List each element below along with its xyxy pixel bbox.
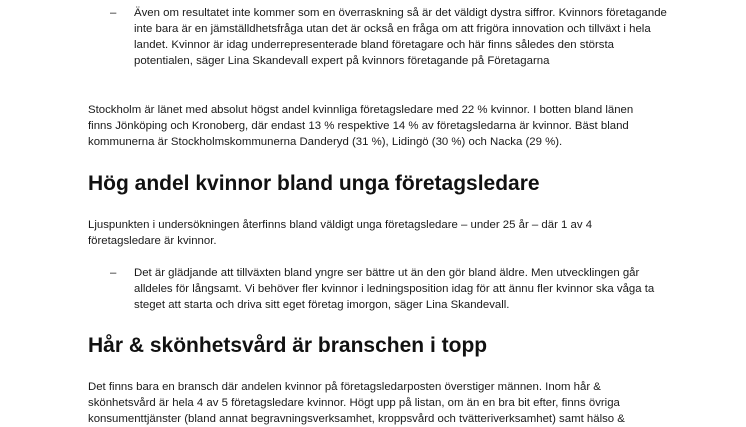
quote-bullet: [110, 265, 670, 313]
paragraph-beauty-industry: Det finns bara en bransch där andelen kvinnor på företagsledarposten överstiger männen. Inom hår & skönhetsvård är hela 4 av 5 företagsledare kvinnor. Högt upp på listan, om än en bra bit efter, finns övriga konsumenttjänster (bland annat begravningsverksamhet, kroppsvård och tvätteriverksamhet) samt hälso &: [88, 381, 625, 425]
bullet-dash: –: [110, 267, 117, 279]
paragraph-stockholm: Stockholm är länet med absolut högst andel kvinnliga företagsledare med 22 % kvinnor. I botten bland länen finns Jönköping och Kronoberg, där endast 13 % respektive 14 % av företagsledarna är kvinnor. Bäst bland kommunerna är Stockholmskommunerna Danderyd (31 %), Lidingö (30 %) och Nacka (29 %).: [88, 104, 634, 148]
bullet-dash: –: [110, 7, 117, 19]
quote-text: Det är glädjande att tillväxten bland yngre ser bättre ut än den gör bland äldre. Men utvecklingen går alldeles för långsamt. Vi behöver fler kvinnor i ledningsposition idag för att ännu fler kvinnor ska våga ta steget att starta och driva sitt eget företag imorgon, säger Lina Skandevall.: [134, 267, 655, 311]
quote-text: Även om resultatet inte kommer som en överraskning så är det väldigt dystra siffror. Kvinnors företagande inte bara är en jämställdhetsfråga utan det är också en fråga om att frigöra innovation och tillväxt i hela landet. Kvinnor är idag underrepresenterade bland företagare och här finns således den största potentialen, säger Lina Skandevall expert på kvinnors företagande på Företagarna: [134, 7, 667, 67]
quote-bullet: [110, 5, 670, 69]
paragraph-young-leaders: Ljuspunkten i undersökningen återfinns bland väldigt unga företagsledare – under 25 år – där 1 av 4 företagsledare är kvinnor.: [88, 219, 593, 247]
heading-young-leaders: Hög andel kvinnor bland unga företagsledare: [88, 172, 540, 195]
heading-beauty-industry: Hår & skönhetsvård är branschen i topp: [88, 334, 488, 357]
